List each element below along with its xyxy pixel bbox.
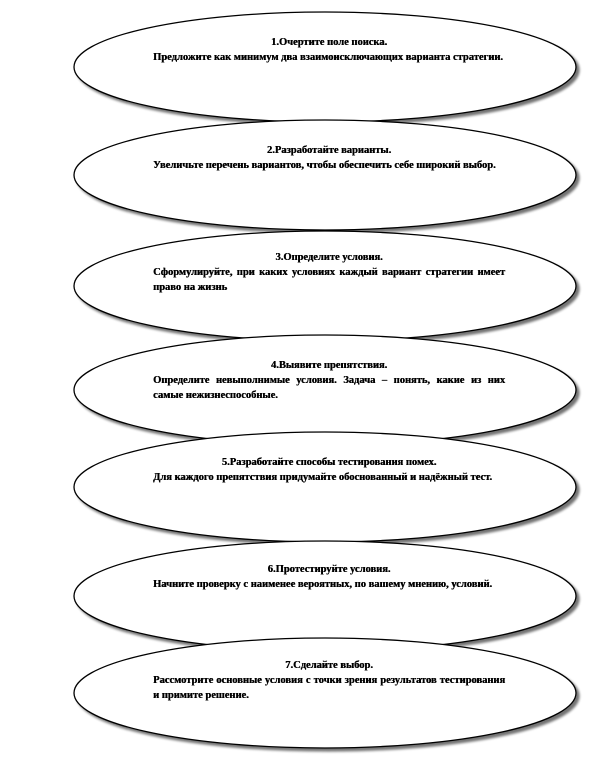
step-7-title: 7.Сделайте выбор. [285,660,373,671]
step-6-ellipse [74,541,576,651]
step-4-description: Определите невыполнимые условия. Задача – понять, какие из них самые нежизнеспособные. [153,375,505,401]
step-5-title: 5.Разработайте способы тестирования помех. [221,457,437,468]
step-4-title: 4.Выявите препятствия. [270,360,388,371]
step-1-title: 1.Очертите поле поиска. [270,37,388,48]
step-6-description: Начните проверку с наименее вероятных, по вашему мнению, условий. [153,579,493,590]
step-5-ellipse [74,432,576,542]
step-2-description: Увеличьте перечень вариантов, чтобы обеспечить себе широкий выбор. [153,160,496,171]
step-5 [153,455,505,485]
step-3-description: Сформулируйте, при каких условиях каждый вариант стратегии имеет право на жизнь [153,267,505,293]
step-6 [153,562,505,592]
step-1-ellipse [74,12,576,122]
step-3 [153,250,505,295]
step-7-description: Рассмотрите основные условия с точки зрения результатов тестирования и примите решение. [153,675,505,701]
step-2-ellipse [74,120,576,230]
step-4 [153,358,505,403]
step-1-description: Предложите как минимум два взаимоисключающих варианта стратегии. [153,52,503,63]
step-1 [153,35,505,65]
step-6-title: 6.Протестируйте условия. [267,564,391,575]
step-2 [153,143,505,173]
step-2-title: 2.Разработайте варианты. [266,145,392,156]
step-5-description: Для каждого препятствия придумайте обоснованный и надёжный тест. [153,472,492,483]
step-3-title: 3.Определите условия. [275,252,383,263]
step-7 [153,658,505,703]
